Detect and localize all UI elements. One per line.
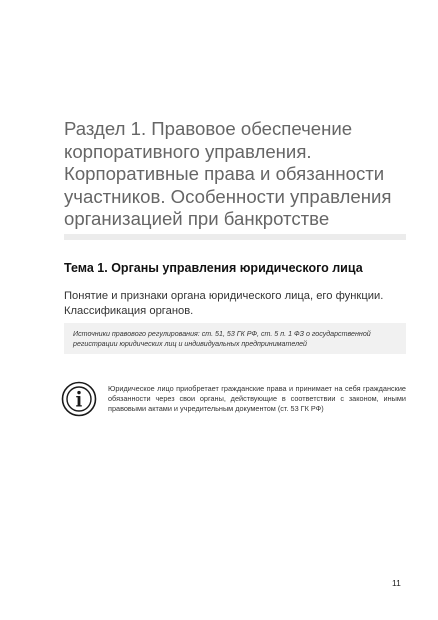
sources-line: Источники правового регулирования: ст. 51, 53 ГК РФ, ст. 5 п. 1 ФЗ о государственной [73,330,371,338]
section-title-line: корпоративного управления. [64,140,312,162]
info-note [108,384,406,415]
section-title-line: Раздел 1. Правовое обеспечение [64,118,353,139]
sources-line: регистрации юридических лиц и индивидуальных предпринимателей [73,340,307,348]
intro-line: Классификация органов. [64,305,194,317]
section-title [64,118,409,231]
info-line: правовыми актами и учредительным документом (ст. 53 ГК РФ) [108,404,324,414]
info-icon [61,381,97,417]
section-title-line: участников. Особенности управления [64,185,392,207]
info-line: обязанности через свои органы, действующие в соответствии с законом, иными [108,394,406,404]
sources-box [64,323,406,354]
section-title-line: организацией при банкротстве [64,208,330,230]
section-divider [64,234,406,240]
info-line: Юридическое лицо приобретает гражданские права и принимает на себя гражданские [108,384,406,393]
intro-paragraph [64,289,406,319]
section-title-line: Корпоративные права и обязанности [64,163,385,185]
topic-title: Тема 1. Органы управления юридического лица [64,261,363,275]
page-number: 11 [392,578,401,588]
intro-line: Понятие и признаки органа юридического лица, его функции. [64,290,384,302]
